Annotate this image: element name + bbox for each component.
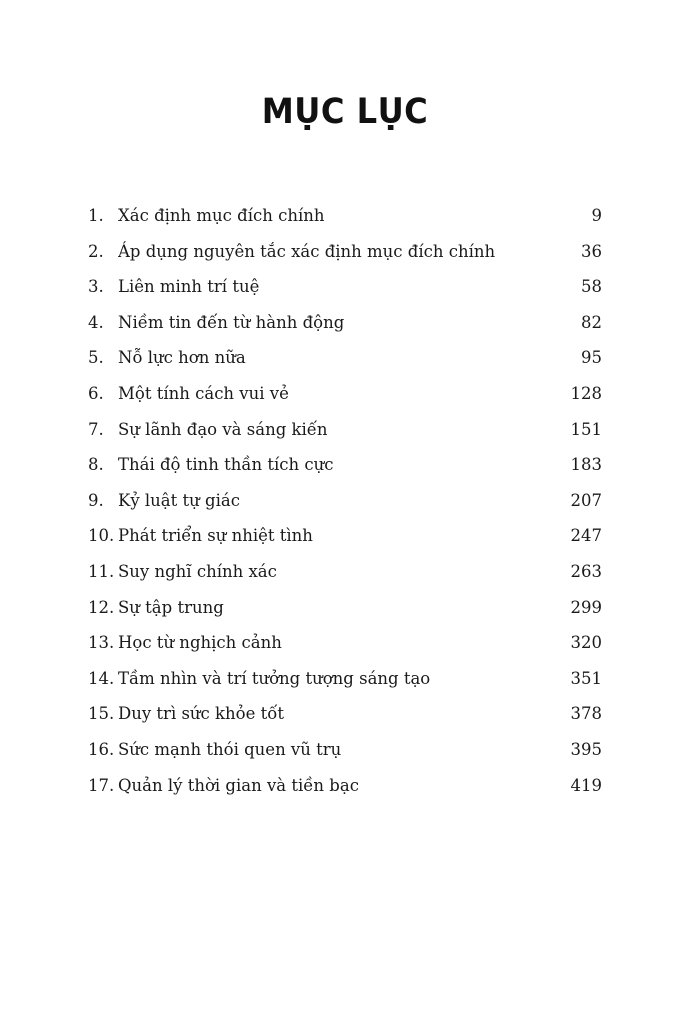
toc-entry-title: Học từ nghịch cảnh (118, 633, 282, 653)
toc-entry-page: 58 (581, 277, 602, 297)
toc-entry[interactable] (88, 198, 602, 234)
toc-entry-title: Niềm tin đến từ hành động (118, 312, 345, 332)
toc-entry-number: 12. (88, 597, 115, 617)
toc-entry-title: Sự lãnh đạo và sáng kiến (118, 419, 328, 439)
toc-entry-title: Phát triển sự nhiệt tình (118, 526, 313, 546)
toc-entry-page: 378 (570, 704, 602, 724)
table-of-contents (88, 198, 602, 803)
toc-entry-number: 13. (88, 633, 115, 653)
page-title: MỤC LỤC (261, 92, 429, 132)
toc-entry[interactable] (88, 590, 602, 626)
toc-entry-title: Suy nghĩ chính xác (118, 561, 277, 581)
toc-entry-title: Sự tập trung (118, 597, 224, 617)
toc-entry[interactable] (88, 412, 602, 448)
toc-entry-page: 299 (570, 597, 602, 617)
toc-entry-title: Duy trì sức khỏe tốt (118, 704, 284, 724)
toc-entry[interactable] (88, 696, 602, 732)
toc-entry[interactable] (88, 483, 602, 519)
toc-entry-number: 14. (88, 668, 115, 688)
toc-entry-number: 6. (88, 383, 104, 403)
toc-entry[interactable] (88, 305, 602, 341)
toc-entry[interactable] (88, 732, 602, 768)
toc-entry-page: 9 (591, 206, 602, 225)
toc-entry-number: 11. (88, 561, 115, 581)
toc-entry-title: Tầm nhìn và trí tưởng tượng sáng tạo (118, 668, 431, 688)
toc-entry-number: 16. (88, 739, 115, 759)
toc-entry-page: 95 (581, 348, 602, 368)
toc-entry[interactable] (88, 554, 602, 590)
toc-entry[interactable] (88, 625, 602, 661)
toc-entry-title: Sức mạnh thói quen vũ trụ (118, 739, 342, 759)
toc-entry-title: Quản lý thời gian và tiền bạc (118, 775, 359, 795)
toc-entry-title: Kỷ luật tự giác (118, 490, 240, 510)
toc-entry-page: 207 (570, 490, 602, 510)
toc-entry-page: 247 (570, 526, 602, 546)
toc-entry-page: 320 (570, 633, 602, 653)
toc-entry[interactable] (88, 234, 602, 270)
toc-entry-number: 4. (88, 312, 104, 332)
toc-entry-page: 183 (570, 455, 602, 475)
toc-entry-title: Xác định mục đích chính (118, 206, 325, 225)
toc-entry-page: 151 (570, 419, 602, 439)
toc-entry-page: 351 (570, 668, 602, 688)
toc-entry-number: 2. (88, 241, 104, 261)
toc-entry-number: 10. (88, 526, 115, 546)
toc-entry-page: 263 (570, 561, 602, 581)
toc-entry-title: Nỗ lực hơn nữa (118, 348, 246, 368)
toc-entry-number: 7. (88, 419, 104, 439)
toc-entry-number: 9. (88, 490, 104, 510)
toc-entry-title: Thái độ tinh thần tích cực (118, 455, 334, 475)
toc-entry-title: Áp dụng nguyên tắc xác định mục đích chính (118, 241, 496, 261)
toc-entry-page: 128 (570, 383, 602, 403)
toc-entry-number: 15. (88, 704, 115, 724)
toc-entry-number: 1. (88, 206, 104, 225)
toc-entry[interactable] (88, 447, 602, 483)
toc-entry-page: 36 (581, 241, 602, 261)
toc-entry[interactable] (88, 376, 602, 412)
toc-entry-title: Liên minh trí tuệ (118, 277, 260, 297)
toc-entry[interactable] (88, 768, 602, 804)
toc-entry[interactable] (88, 269, 602, 305)
toc-entry-number: 8. (88, 455, 104, 475)
toc-entry-page: 419 (570, 775, 602, 795)
toc-entry-page: 82 (581, 312, 602, 332)
toc-entry[interactable] (88, 661, 602, 697)
toc-entry-number: 17. (88, 775, 115, 795)
toc-entry-page: 395 (570, 739, 602, 759)
toc-entry-title: Một tính cách vui vẻ (118, 383, 289, 403)
toc-entry-number: 5. (88, 348, 104, 368)
toc-entry[interactable] (88, 518, 602, 554)
toc-entry-number: 3. (88, 277, 104, 297)
toc-entry[interactable] (88, 340, 602, 376)
